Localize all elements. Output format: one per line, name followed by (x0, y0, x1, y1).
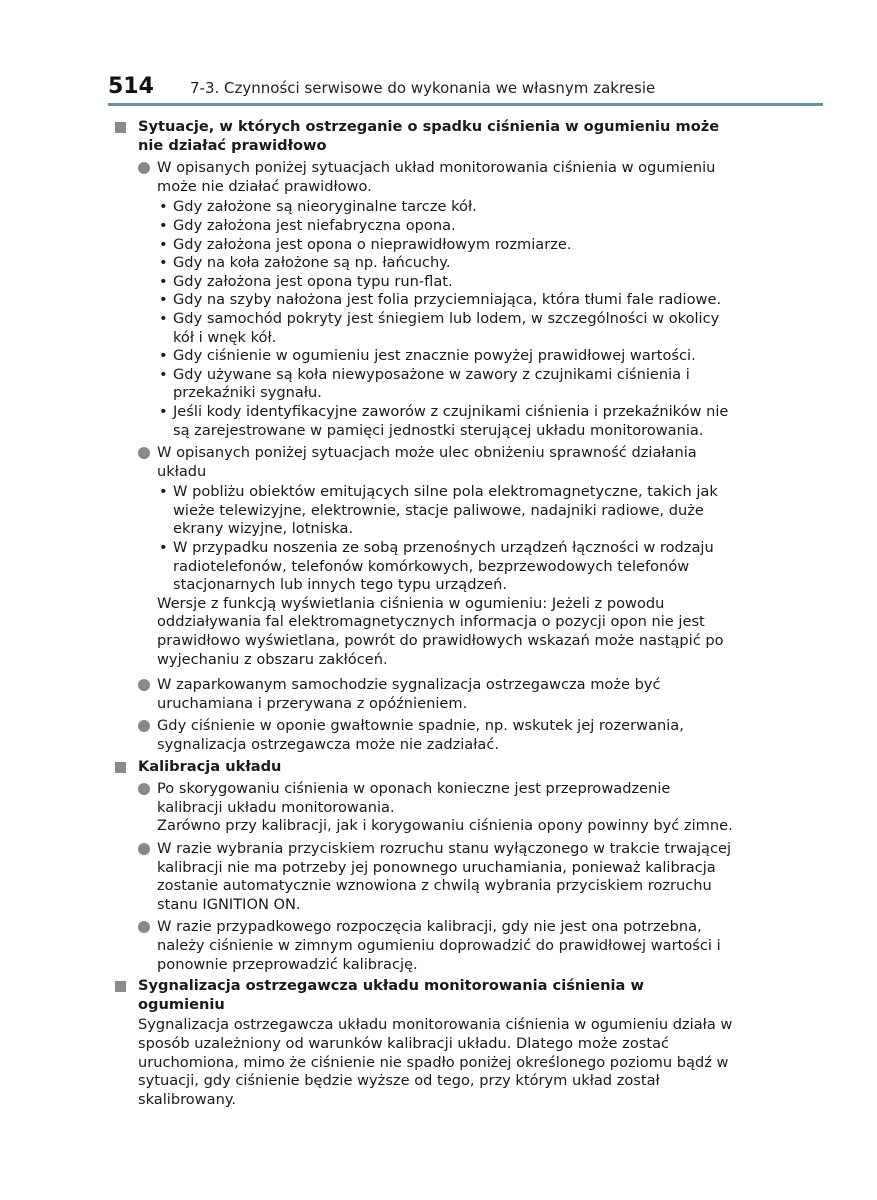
list-item (115, 159, 735, 196)
list-item: • Gdy założone są nieoryginalne tarcze kół. (157, 198, 735, 217)
circle-bullet-icon (138, 720, 150, 732)
item-text: W opisanych poniżej sytuacjach układ monitorowania ciśnienia w ogumieniu może nie działać prawidłowo. (157, 159, 716, 195)
list-item: • W pobliżu obiektów emitujących silne pola elektromagnetyczne, takich jak wieże telewizyjne, elektrownie, stacje paliwowe, nadajniki radiowe, duże ekrany wizyjne, lotniska. (157, 483, 735, 539)
item-text: W opisanych poniżej sytuacjach może ulec obniżeniu sprawność działania układu (157, 444, 697, 480)
list-item (115, 717, 735, 754)
list-item: • Gdy samochód pokryty jest śniegiem lub lodem, w szczególności w okolicy kół i wnęk kół. (157, 310, 735, 347)
list-item: • Gdy używane są koła niewyposażone w zawory z czujnikami ciśnienia i przekaźniki sygnału. (157, 366, 735, 403)
page-number: 514 (108, 74, 154, 99)
list-item: • Gdy na szyby nałożona jest folia przyciemniająca, która tłumi fale radiowe. (157, 291, 735, 310)
section-heading (115, 758, 735, 777)
page-content (115, 118, 735, 1109)
heading-text: Sygnalizacja ostrzegawcza układu monitorowania ciśnienia w ogumieniu (138, 977, 644, 1013)
section-heading (115, 118, 735, 155)
list-item: • Gdy założona jest opona typu run-flat. (157, 273, 735, 292)
list-item: • Gdy ciśnienie w ogumieniu jest znacznie powyżej prawidłowej wartości. (157, 347, 735, 366)
circle-bullet-icon (138, 921, 150, 933)
section-heading (115, 977, 735, 1014)
square-bullet-icon (115, 762, 126, 773)
list-item: • Gdy na koła założone są np. łańcuchy. (157, 254, 735, 273)
list-item: • Gdy założona jest opona o nieprawidłowym rozmiarze. (157, 236, 735, 255)
note-text: Zarówno przy kalibracji, jak i korygowaniu ciśnienia opony powinny być zimne. (157, 817, 733, 835)
heading-text: Sytuacje, w których ostrzeganie o spadku ciśnienia w ogumieniu może nie działać prawidłowo (138, 118, 720, 154)
item-text: W razie przypadkowego rozpoczęcia kalibracji, gdy nie jest ona potrzebna, należy ciśnienie w zimnym ogumieniu doprowadzić do prawidłowej wartości i ponownie przeprowadzić kalibrację. (157, 918, 721, 973)
list-item (115, 780, 735, 817)
bullet-list (115, 483, 735, 595)
list-item (115, 676, 735, 713)
list-item: • Jeśli kody identyfikacyjne zaworów z czujnikami ciśnienia i przekaźników nie są zarejestrowane w pamięci jednostki sterującej układu monitorowania. (157, 403, 735, 440)
item-text: W razie wybrania przyciskiem rozruchu stanu wyłączonego w trakcie trwającej kalibracji nie ma potrzeby jej ponownego uruchamiania, ponieważ kalibracja zostanie automatycznie wznowiona z chwilą wybrania przyciskiem rozruchu stanu IGNITION ON. (157, 839, 732, 913)
heading-text: Kalibracja układu (138, 757, 282, 775)
list-item (115, 840, 735, 914)
item-text: W zaparkowanym samochodzie sygnalizacja ostrzegawcza może być uruchamiana i przerywana z opóźnieniem. (157, 676, 661, 712)
circle-bullet-icon (138, 783, 150, 795)
circle-bullet-icon (138, 679, 150, 691)
list-item (115, 918, 735, 974)
circle-bullet-icon (138, 447, 150, 459)
page-header (108, 74, 823, 104)
list-item: • W przypadku noszenia ze sobą przenośnych urządzeń łączności w rodzaju radiotelefonów, telefonów komórkowych, bezprzewodowych telefonów stacjonarnych lub innych tego typu urządzeń. (157, 539, 735, 595)
section-title: 7-3. Czynności serwisowe do wykonania we własnym zakresie (190, 79, 656, 97)
header-rule (108, 103, 823, 106)
list-item (115, 444, 735, 481)
square-bullet-icon (115, 981, 126, 992)
list-item: • Gdy założona jest niefabryczna opona. (157, 217, 735, 236)
square-bullet-icon (115, 122, 126, 133)
bullet-list (115, 198, 735, 440)
body-paragraph: Sygnalizacja ostrzegawcza układu monitorowania ciśnienia w ogumieniu działa w sposób uzależniony od warunków kalibracji układu. Dlatego może zostać uruchomiona, mimo że ciśnienie nie spadło poniżej określonego poziomu bądź w sytuacji, gdy ciśnienie będzie wyższe od tego, przy którym układ został skalibrowany. (138, 1016, 733, 1108)
circle-bullet-icon (138, 162, 150, 174)
circle-bullet-icon (138, 843, 150, 855)
note-text: Wersje z funkcją wyświetlania ciśnienia w ogumieniu: Jeżeli z powodu oddziaływania fal elektromagnetycznych informacja o pozycji opon nie jest prawidłowo wyświetlana, powrót do prawidłowych wskazań może nastąpić po wyjechaniu z obszaru zakłóceń. (157, 594, 724, 668)
item-text: Gdy ciśnienie w oponie gwałtownie spadnie, np. wskutek jej rozerwania, sygnalizacja ostrzegawcza może nie zadziałać. (157, 717, 684, 753)
item-text: Po skorygowaniu ciśnienia w oponach konieczne jest przeprowadzenie kalibracji układu monitorowania. (157, 780, 671, 816)
